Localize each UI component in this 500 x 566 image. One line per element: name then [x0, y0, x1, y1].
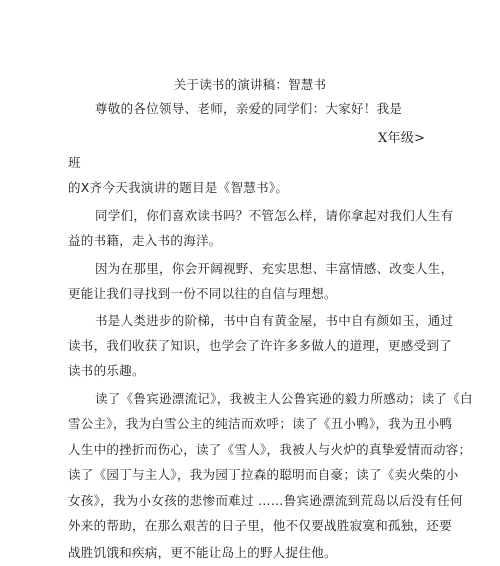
text-line: 读了《鲁宾逊漂流记》，我被主人公鲁宾逊的毅力所感动；读了《白 [95, 391, 473, 406]
text-line: 益的书籍，走入书的海洋。 [68, 233, 222, 248]
text-line: 同学们，你们喜欢读书吗？不管怎么样，请你拿起对我们人生有 [95, 208, 454, 223]
text-line: 读了《园丁与主人》，我为园丁拉森的聪明而自豪；读了《卖火柴的小 [68, 467, 459, 482]
text-line: 尊敬的各位领导、老师，亲爱的同学们：大家好！我是 [95, 101, 403, 116]
text-line: 战胜饥饿和疾病，更不能让岛上的野人捉住他。 [68, 545, 337, 560]
text-line: X年级> [378, 131, 426, 146]
text-line: 雪公主》，我为白雪公主的纯洁而欢呼；读了《丑小鸭》，我为丑小鸭 [68, 416, 453, 431]
text-line: 读书的乐趣。 [68, 363, 145, 378]
document-title: 关于读书的演讲稿：智慧书 [173, 77, 327, 92]
text-line: 女孩》，我为小女孩的悲惨而难过 ……鲁宾逊漂流到荒岛以后没有任何 [68, 493, 463, 508]
text-line: 人生中的挫折而伤心，读了《雪人》，我被人与火炉的真挚爱情而动容； [68, 442, 472, 457]
text-line: 的X齐今天我演讲的题目是《智慧书》。 [68, 180, 289, 195]
text-line: 外来的帮助，在那么艰苦的日子里，他不仅要战胜寂寞和孤独，还要 [68, 518, 453, 533]
text-line: 班 [68, 155, 81, 170]
text-line: 更能让我们寻找到一份不同以往的自信与理想。 [68, 286, 337, 301]
text-line: 书是人类进步的阶梯，书中自有黄金屋，书中自有颜如玉，通过 [95, 313, 454, 328]
text-line: 因为在那里，你会开阔视野、充实思想、丰富情感、改变人生， [95, 261, 454, 276]
text-line: 读书，我们收获了知识，也学会了许许多多做人的道理，更感受到了 [68, 338, 453, 353]
